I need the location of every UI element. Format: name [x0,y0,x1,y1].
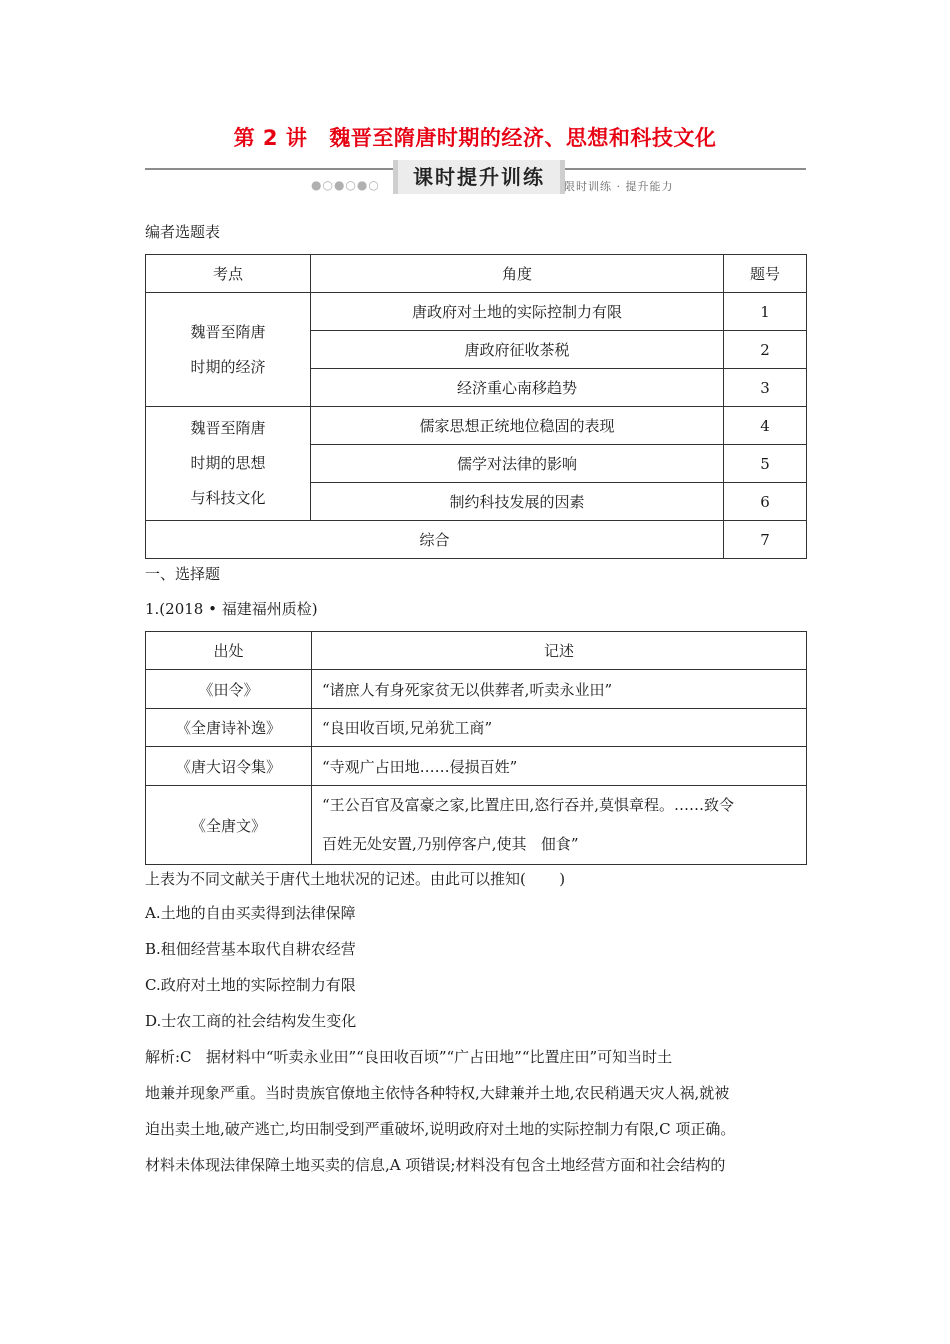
summary-number: 7 [724,521,807,559]
option-c: C.政府对土地的实际控制力有限 [145,976,356,994]
record-cell: “寺观广占田地……侵损百姓” [312,747,807,786]
analysis-line: 迫出卖土地,破产逃亡,均田制受到严重破坏,说明政府对土地的实际控制力有限,C 项正确。 [145,1120,736,1138]
angle-cell: 儒学对法律的影响 [311,445,724,483]
banner-dots: ●○●○●○ [311,178,380,192]
question-stem: 上表为不同文献关于唐代土地状况的记述。由此可以推知( ) [145,870,566,888]
angle-cell: 经济重心南移趋势 [311,369,724,407]
source-table [145,631,807,865]
source-cell: 《全唐诗补逸》 [146,709,312,747]
banner-subtitle: 限时训练 · 提升能力 [564,180,674,193]
header-angle: 角度 [311,255,724,293]
source-cell: 《全唐文》 [146,786,312,865]
source-cell: 《田令》 [146,670,312,709]
number-cell: 4 [724,407,807,445]
options-list [145,895,810,1039]
number-cell: 6 [724,483,807,521]
angle-cell: 唐政府对土地的实际控制力有限 [311,293,724,331]
header-number: 题号 [724,255,807,293]
angle-cell: 制约科技发展的因素 [311,483,724,521]
angle-cell: 儒家思想正统地位稳固的表现 [311,407,724,445]
record-cell: “诸庶人有身死家贫无以供葬者,听卖永业田” [312,670,807,709]
number-cell: 5 [724,445,807,483]
option-d: D.士农工商的社会结构发生变化 [145,1012,357,1030]
header-topic: 考点 [146,255,311,293]
number-cell: 3 [724,369,807,407]
source-cell: 《唐大诏令集》 [146,747,312,786]
lesson-number: 第 2 讲 [233,126,308,150]
angle-cell: 唐政府征收茶税 [311,331,724,369]
record-cell: “良田收百顷,兄弟犹工商” [312,709,807,747]
section-heading: 一、选择题 [145,565,221,583]
banner-label: 课时提升训练 [393,160,565,194]
number-cell: 1 [724,293,807,331]
analysis-line: 解析:C 据材料中“听卖永业田”“良田收百顷”“广占田地”“比置庄田”可知当时土 [145,1048,673,1066]
header-record: 记述 [312,632,807,670]
header-source: 出处 [146,632,312,670]
analysis-line: 地兼并现象严重。当时贵族官僚地主依恃各种特权,大肆兼并土地,农民稍遇天灾人祸,就被 [145,1084,730,1102]
analysis [145,1039,815,1183]
option-a: A.土地的自由买卖得到法律保障 [145,904,356,922]
number-cell: 2 [724,331,807,369]
summary-cell: 综合 [146,521,724,559]
analysis-line: 材料未体现法律保障土地买卖的信息,A 项错误;材料没有包含土地经营方面和社会结构的 [145,1156,726,1174]
topic-group-economy: 魏晋至隋唐 时期的经济 [146,293,311,407]
option-b: B.租佃经营基本取代自耕农经营 [145,940,356,958]
record-cell: “王公百官及富豪之家,比置庄田,恣行吞并,莫惧章程。……致令 百姓无处安置,乃别停客户,使其 佃食” [312,786,807,865]
lesson-title [0,122,950,152]
topic-group-thought: 魏晋至隋唐 时期的思想 与科技文化 [146,407,311,521]
lesson-topic: 魏晋至隋唐时期的经济、思想和科技文化 [329,126,717,150]
table-caption: 编者选题表 [145,223,221,241]
question-1-header: 1.(2018 • 福建福州质检) [145,600,318,618]
topic-table [145,254,807,559]
